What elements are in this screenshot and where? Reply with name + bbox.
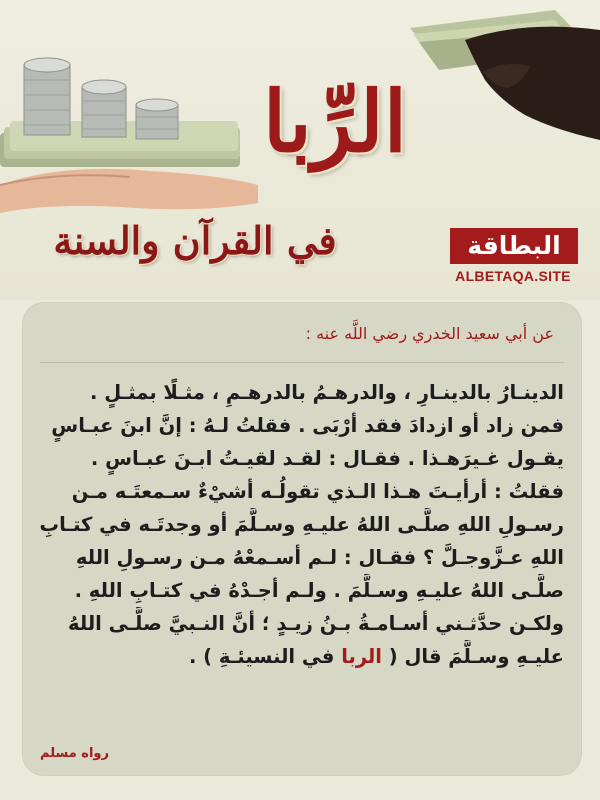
hadith-source: رواه مسلم — [40, 746, 109, 761]
coins-on-banknotes-illustration — [0, 35, 260, 225]
hadith-line-end: في النسيئـةِ ) . — [188, 645, 335, 668]
hadith-line: فقلتُ : أرأيـتَ هـذا الـذي تقولُـه أشيْءٌ سـمعتَـه مـن — [71, 480, 564, 503]
highlighted-word: الربا — [341, 645, 382, 668]
hadith-line: فمن زاد أو ازدادَ فقد أرْبَى . فقلتُ لـهُ : إنَّ ابنَ عبـاسٍ — [51, 414, 564, 437]
page-subtitle: في القرآن والسنة — [53, 218, 337, 263]
hadith-line-start: عليـهِ وسـلَّمَ قال ( — [388, 645, 564, 668]
hadith-line: اللهِ عـزَّوجـلَّ ؟ فقـال : لـم أسـمعْهُ مـن رسـولِ اللهِ — [75, 546, 564, 569]
divider — [40, 362, 564, 363]
hadith-line: رسـولِ اللهِ صلَّـى اللهُ عليـهِ وسـلَّمَ أو وجدتَـه في كتـابِ — [40, 513, 564, 536]
page-title: الرِّبا — [262, 72, 408, 171]
hadith-text — [40, 376, 564, 673]
hadith-line-last — [40, 640, 564, 673]
header-banner — [0, 0, 600, 300]
hadith-line: يقـول غـيرَهـذا . فقـال : لقـد لقيـتُ ابـنَ عبـاسٍ . — [90, 447, 564, 470]
brand-site-label: ALBETAQA.SITE — [455, 268, 571, 284]
hadith-line: صلَّـى اللهُ عليـهِ وسـلَّمَ . ولـم أجـدْهُ في كتـابِ اللهِ . — [74, 579, 564, 602]
hadith-line: الدينـارُ بالدينـارِ ، والدرهـمُ بالدرهـمِ ، مثـلًا بمثـلٍ . — [90, 381, 564, 404]
brand-logo: البطاقة — [450, 228, 578, 264]
narrator-line: عن أبي سعيد الخدري رضي اللَّه عنه : — [305, 324, 554, 343]
hadith-card — [22, 302, 582, 776]
hadith-line: ولكـن حدَّثـني أسـامـةُ بـنُ زيـدٍ ؛ أنَّ النـبيَّ صلَّـى اللهُ — [68, 612, 564, 635]
